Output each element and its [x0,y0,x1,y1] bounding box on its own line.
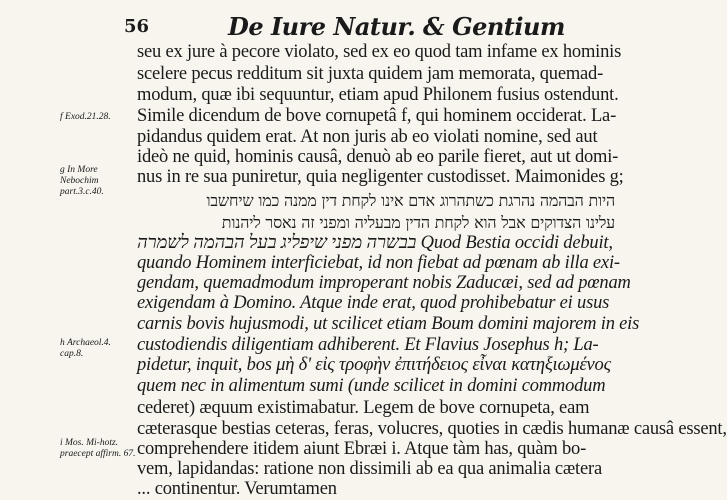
text-line: ideò ne quid, hominis causâ, denuò ab eo parile fieret, aut ut domi- [137,147,619,167]
hebrew-line: עלינו הצדוקים אבל הוא לקחת הדין מבעליה ומפני זה נאסר ליהנות [221,213,615,232]
text-line: comprehendere itidem aiunt Ebræi i. Atque tàm has, quàm bo- [137,439,587,459]
text-line: pidandus quidem erat. At non juris ab eo violati nomine, sed aut [137,127,598,147]
text-line: exigendam à Domino. Atque inde erat, quod prohibebatur ei usus [137,293,610,313]
text-line: seu ex jure à pecore violato, sed ex eo quod tam infame ex hominis [137,42,622,62]
text-line: carnis bovis hujusmodi, ut scilicet etiam Boum domini majorem in eis [137,314,640,334]
margin-note-maimonides: g In More Nebochim part.3.c.40. [60,165,104,197]
text-line: quem nec in alimentum sumi (unde scilicet in domini commodum [137,376,606,396]
running-title: De Iure Natur. & Gentium [228,12,565,41]
hebrew-line: היות הבהמה נהרגת כשתהרוג אדם אינו לקחת דין ממנה כמו שיחשבו [206,191,615,210]
margin-note-precept: i Mos. Mi-hotz. praecept affirm. 67. [60,438,136,459]
margin-note-josephus: h Archaeol.4. cap.8. [60,338,111,359]
text-line: nus in re sua puniretur, quia negligenter custodisset. Maimonides g; [137,167,624,187]
text-line: cæterasque bestias ceteras, feras, volucres, quoties in cædis humanæ causâ essent, [137,419,727,439]
text-line: gendam, quemadmodum improperant nobis Zaducæi, sed ad pœnam [137,273,631,293]
text-line: בבשרה מפני שיפליג בעל הבהמה לשמרה Quod Bestia occidi debuit, [137,233,613,253]
text-line: pidetur, inquit, bos μὴ δ' εἰς τροφὴν ἐπιτήδειος εἶναι κατηξιωμένος [137,355,611,375]
text-line: modum, quæ ibi sequuntur, etiam apud Philonem fusius ostendunt. [137,85,619,105]
margin-note-exodus: f Exod.21.28. [60,112,111,122]
text-line: Simile dicendum de bove cornupetâ f, qui hominem occiderat. La- [137,106,617,126]
text-line: quando Hominem interficiebat, id non fiebat ad pœnam ab illa exi- [137,253,620,273]
text-line: custodiendis diligentiam adhiberent. Et Flavius Josephus h; La- [137,335,599,355]
text-line: vem, lapidandas: ratione non dissimili ab ea qua animalia cætera [137,459,602,479]
page-header [0,12,626,42]
text-line: scelere pecus redditum sit juxta quidem jam memorata, quemad- [137,64,604,84]
text-line: cederet) æquum existimabatur. Legem de bove cornupeta, eam [137,398,590,418]
page-number: 56 [124,16,150,37]
text-line: ... continentur. Verumtamen [137,479,337,499]
